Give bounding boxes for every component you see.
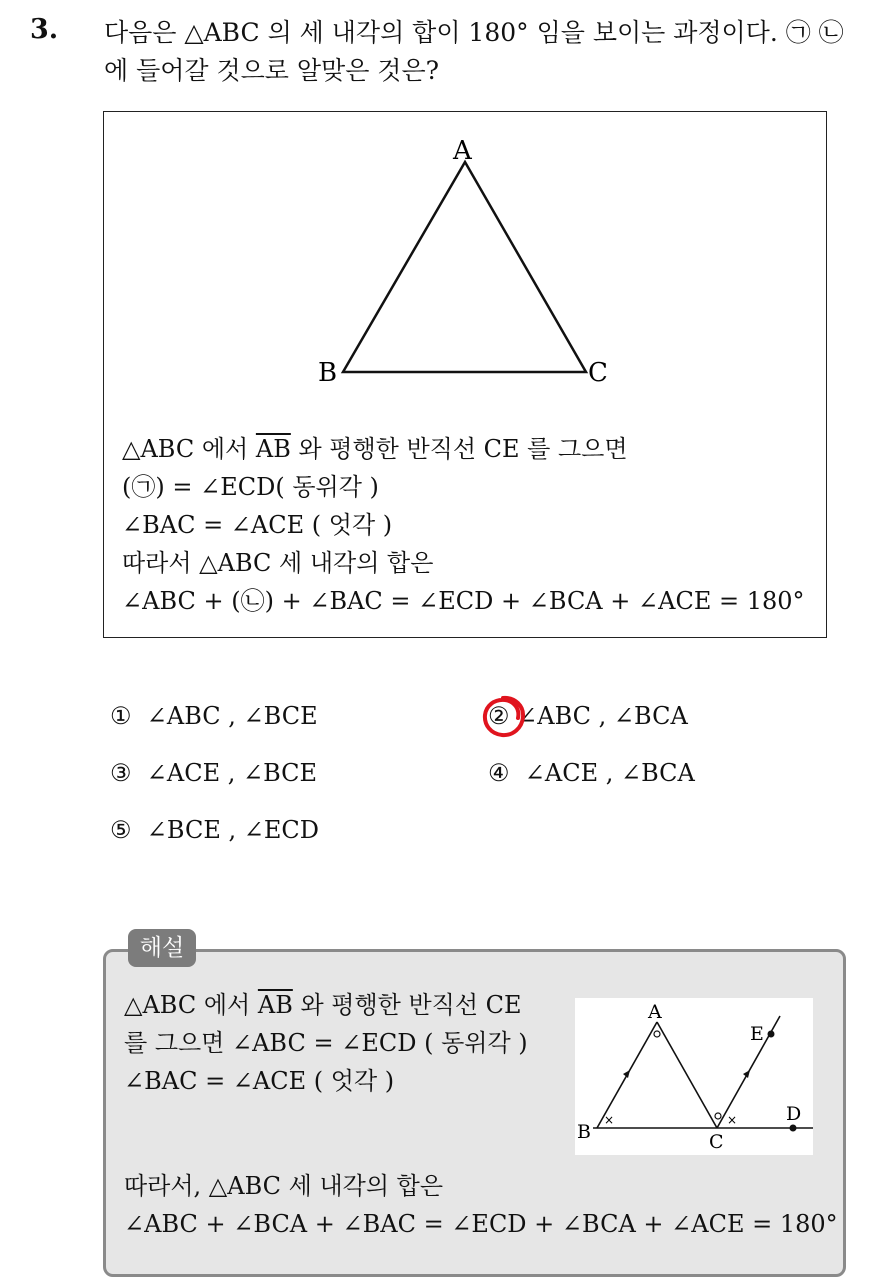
label-e: E (750, 1023, 764, 1045)
vertex-label-a: A (453, 136, 472, 166)
proof-line-4: 따라서 △ABC 세 내각의 합은 (122, 549, 434, 577)
choice-5[interactable]: ⑤ ∠BCE , ∠ECD (110, 816, 319, 844)
label-d: D (786, 1103, 802, 1125)
proof-text (122, 430, 805, 620)
answer-circle-mark (481, 694, 527, 740)
proof-line-5: ∠ABC + (㉡) + ∠BAC = ∠ECD + ∠BCA + ∠ACE = 180° (122, 587, 805, 615)
angle-mark-a (654, 1031, 660, 1037)
vertex-label-b: B (318, 358, 338, 388)
explanation-line-1: △ABC 에서 $\overline{AB}$ 와 평행한 반직선 CE (124, 991, 522, 1019)
choice-1[interactable]: ① ∠ABC , ∠BCE (110, 702, 318, 730)
explanation-line-4: 따라서, △ABC 세 내각의 합은 (124, 1172, 444, 1200)
explanation-text-bottom (124, 1167, 838, 1243)
explanation-line-2: 를 그으면 ∠ABC = ∠ECD ( 동위각 ) (124, 1029, 528, 1057)
label-b: B (577, 1121, 591, 1143)
angle-mark-c-circle (715, 1113, 721, 1119)
segment-ab: $\overline{AB}$ (255, 435, 291, 463)
angle-mark-c-cross: × (727, 1113, 738, 1127)
question-text (104, 14, 874, 90)
proof-line-3: ∠BAC = ∠ACE ( 엇각 ) (122, 511, 393, 539)
point-e (768, 1031, 775, 1038)
question-line-2: 에 들어갈 것으로 알맞은 것은? (104, 56, 439, 85)
choice-2[interactable]: ② ∠ABC , ∠BCA (488, 702, 688, 730)
question-number: 3. (30, 14, 59, 45)
question-line-1: 다음은 △ABC 의 세 내각의 합이 180° 임을 보이는 과정이다. ㉠ ㉡ (104, 18, 844, 47)
explanation-line-5: ∠ABC + ∠BCA + ∠BAC = ∠ECD + ∠BCA + ∠ACE = 180° (124, 1210, 838, 1238)
triangle-figure (300, 128, 630, 398)
explanation-figure (575, 998, 813, 1155)
segment-ab-2: $\overline{AB}$ (257, 991, 293, 1019)
proof-line-2: (㉠) = ∠ECD( 동위각 ) (122, 473, 379, 501)
explanation-line-3: ∠BAC = ∠ACE ( 엇각 ) (124, 1067, 395, 1095)
vertex-label-c: C (588, 358, 608, 388)
proof-line-1: △ABC 에서 $\overline{AB}$ 와 평행한 반직선 CE 를 그으면 (122, 435, 628, 463)
label-c: C (709, 1131, 724, 1153)
point-d (790, 1125, 797, 1132)
choice-4[interactable]: ④ ∠ACE , ∠BCA (488, 759, 695, 787)
side-ac (657, 1022, 717, 1128)
choice-3[interactable]: ③ ∠ACE , ∠BCE (110, 759, 318, 787)
label-a: A (648, 1001, 662, 1023)
explanation-tag: 해설 (128, 929, 196, 967)
triangle-abc (343, 162, 586, 372)
angle-mark-b: × (604, 1113, 615, 1127)
explanation-text-top (124, 986, 528, 1100)
